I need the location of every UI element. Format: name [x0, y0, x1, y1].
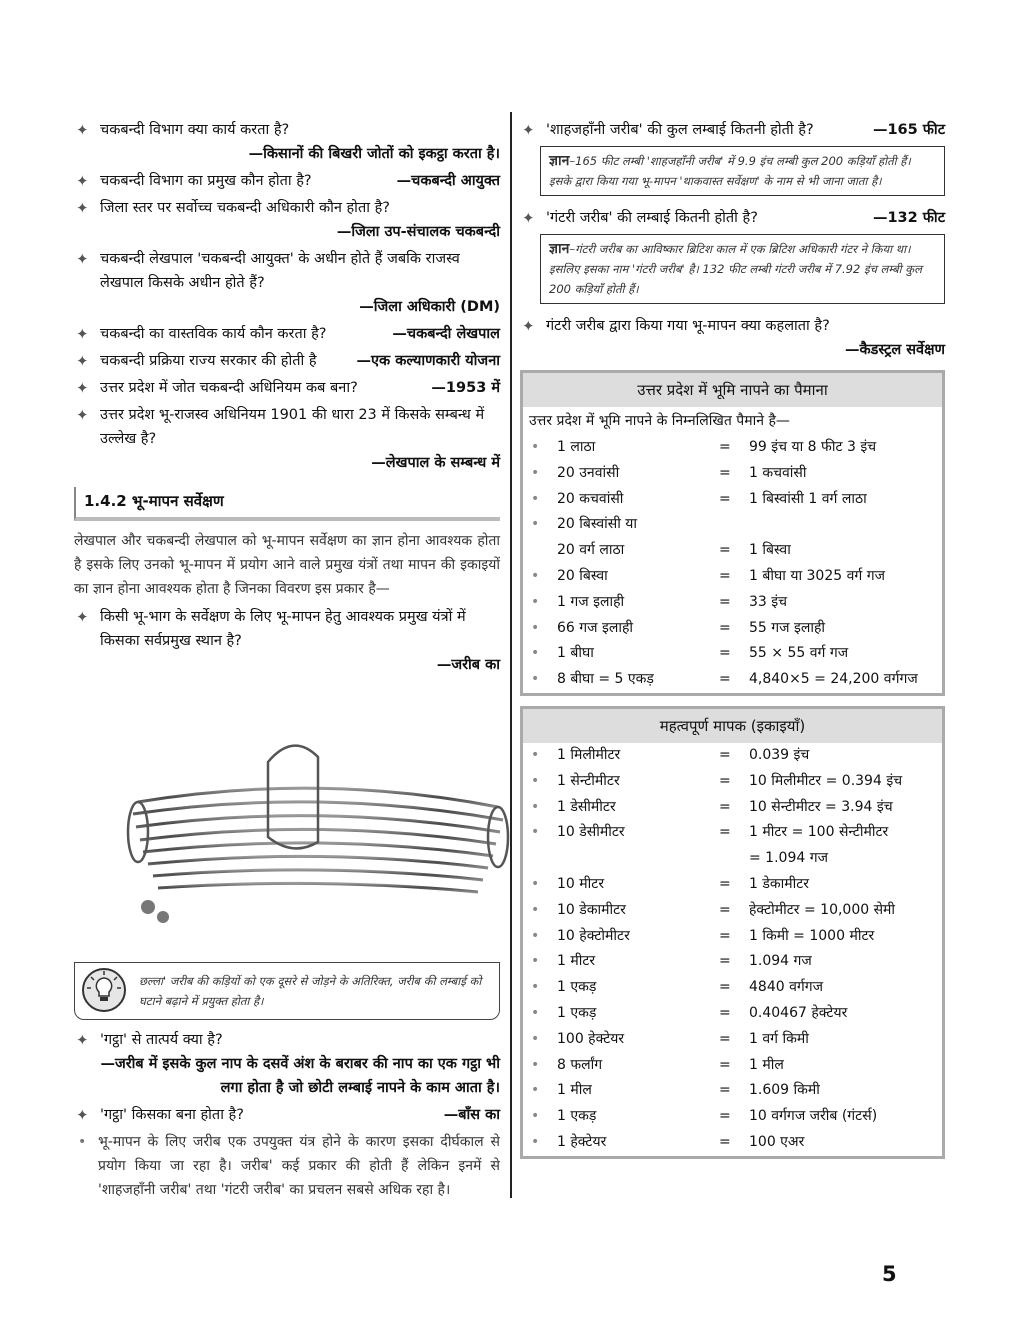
row-bullet: • — [531, 901, 540, 918]
row-right: 10 मिलीमीटर = 0.394 इंच — [749, 772, 903, 789]
row-bullet: • — [531, 798, 540, 815]
qa-item — [74, 403, 500, 475]
qa-question: गंटरी जरीब द्वारा किया गया भू-मापन क्या कहलाता है? — [546, 318, 830, 334]
qa-list-bottom — [74, 1028, 500, 1127]
row-left: 20 उनवांसी — [557, 464, 620, 481]
row-right: 4,840×5 = 24,200 वर्गगज — [749, 671, 918, 688]
diamond-bullet-icon: ✦ — [76, 1031, 89, 1049]
tip-text: छल्ला' जरीब की कड़ियों को एक दूसरे से जोड़ने के अतिरिक्त, जरीब की लम्बाई को घटाने बढ़ाने में प्रयुक्त होता है। — [139, 974, 482, 1008]
row-left: 1 डेसीमीटर — [557, 798, 616, 815]
qa-answer: —कैडस्ट्रल सर्वेक्षण — [845, 342, 945, 358]
table-row — [523, 820, 942, 846]
diamond-bullet-icon: ✦ — [76, 199, 89, 217]
qa-item — [520, 206, 945, 230]
row-equals: = — [719, 1056, 731, 1073]
row-right: 99 इंच या 8 फीट 3 इंच — [749, 439, 877, 455]
row-equals: = — [719, 645, 731, 662]
row-left: 20 बिस्वा — [557, 567, 608, 584]
row-right: 10 सेन्टीमीटर = 3.94 इंच — [749, 798, 893, 815]
row-bullet: • — [531, 953, 540, 970]
diamond-bullet-icon: ✦ — [76, 608, 89, 626]
row-left: 8 फर्लांग — [557, 1056, 603, 1073]
row-bullet: • — [531, 772, 540, 789]
row-left: 1 मिलीमीटर — [557, 746, 621, 763]
row-left: 1 सेन्टीमीटर — [557, 772, 620, 789]
qa-question: 'गट्ठा' से तात्पर्य क्या है? — [100, 1032, 223, 1048]
row-bullet: • — [531, 824, 540, 841]
diamond-bullet-icon: ✦ — [76, 406, 89, 424]
table-row — [523, 667, 942, 693]
section-heading: 1.4.2 भू-मापन सर्वेक्षण — [74, 487, 500, 521]
row-bullet: • — [531, 1056, 540, 1073]
qa-question: किसी भू-भाग के सर्वेक्षण के लिए भू-मापन हेतु आवश्यक प्रमुख यंत्रों में किसका सर्वप्रमुख स्थान है? — [100, 609, 466, 649]
table-row — [523, 461, 942, 487]
qa-answer: —लेखपाल के सम्बन्ध में — [371, 455, 500, 471]
qa-item — [74, 376, 500, 400]
row-left: 1 एकड़ — [557, 1108, 597, 1125]
qa-item — [74, 349, 500, 373]
row-equals: = — [719, 1108, 731, 1125]
row-bullet: • — [531, 593, 540, 610]
qa-item — [74, 247, 500, 319]
row-equals: = — [719, 901, 731, 918]
diamond-bullet-icon: ✦ — [76, 379, 89, 397]
row-right: 1 बीघा या 3025 वर्ग गज — [749, 567, 885, 584]
table-row — [523, 1001, 942, 1027]
row-left: 10 हेक्टोमीटर — [557, 927, 630, 944]
qa-list-right — [520, 118, 945, 362]
row-bullet: • — [531, 927, 540, 944]
qa-question: चकबन्दी लेखपाल 'चकबन्दी आयुक्त' के अधीन होते हैं जबकि राजस्व लेखपाल किसके अधीन होते हैं? — [100, 251, 460, 291]
qa-answer: —जिला उप-संचालक चकबन्दी — [336, 224, 500, 240]
row-left: 1 एकड़ — [557, 1004, 597, 1021]
table-row — [523, 769, 942, 795]
qa-question: 'गट्ठा' किसका बना होता है? — [100, 1107, 244, 1123]
row-bullet: • — [531, 671, 540, 688]
knowledge-label: ज्ञान — [549, 241, 570, 257]
row-right: 1 मील — [749, 1056, 784, 1073]
table-row — [523, 924, 942, 950]
row-equals: = — [719, 979, 731, 996]
units-table-title: महत्वपूर्ण मापक (इकाइयाँ) — [523, 709, 942, 743]
row-bullet: • — [531, 516, 540, 533]
qa-question: चकबन्दी का वास्तविक कार्य कौन करता है? — [100, 326, 327, 342]
row-right: 10 वर्गगज जरीब (गंटर्स) — [749, 1108, 878, 1125]
qa-answer: —1953 में — [431, 380, 500, 396]
table-row — [523, 975, 942, 1001]
intro-paragraph: लेखपाल और चकबन्दी लेखपाल को भू-मापन सर्वेक्षण का ज्ञान होना आवश्यक होता है इसके लिए उनको भू-मापन में प्रयोग आने वाले प्रमुख यंत्रों तथा मापन की इकाइयों का ज्ञान होना आवश्यक होता है जिनका विवरण इस प्रकार है— — [74, 533, 500, 597]
table-row — [523, 1053, 942, 1079]
qa-question: 'शाहजहाँनी जरीब' की कुल लम्बाई कितनी होती है? — [546, 122, 814, 138]
row-right: 33 इंच — [749, 593, 788, 610]
diamond-bullet-icon: ✦ — [522, 317, 535, 335]
qa-question: उत्तर प्रदेश भू-राजस्व अधिनियम 1901 की धारा 23 में किसके सम्बन्ध में उल्लेख है? — [100, 407, 485, 447]
row-bullet: • — [531, 979, 540, 996]
row-equals: = — [719, 671, 731, 688]
table-row — [523, 872, 942, 898]
row-bullet: • — [531, 619, 540, 636]
qa-item — [520, 314, 945, 362]
table-row — [523, 538, 942, 564]
qa-question: 'गंटरी जरीब' की लम्बाई कितनी होती है? — [546, 210, 758, 226]
row-right: 1 डेकामीटर — [749, 875, 810, 892]
table-row — [523, 512, 942, 538]
row-left: 8 बीघा = 5 एकड़ — [557, 671, 654, 688]
row-equals: = — [719, 464, 731, 481]
qa-answer: —जिला अधिकारी (DM) — [359, 299, 500, 315]
row-right: 1 मीटर = 100 सेन्टीमीटर — [749, 824, 889, 841]
qa-answer: —किसानों की बिखरी जोतों को इकट्ठा करता है। — [248, 146, 500, 162]
qa-answer: —जरीब का — [436, 657, 500, 673]
row-left: 1 गज इलाही — [557, 593, 625, 610]
table-row — [523, 743, 942, 769]
qa-question: चकबन्दी विभाग का प्रमुख कौन होता है? — [100, 173, 312, 189]
diamond-bullet-icon: ✦ — [76, 121, 89, 139]
land-measure-table-intro: उत्तर प्रदेश में भूमि नापने के निम्नलिखित पैमाने है— — [529, 413, 790, 429]
qa-question: उत्तर प्रदेश में जोत चकबन्दी अधिनियम कब बना? — [100, 380, 358, 396]
diamond-bullet-icon: ✦ — [76, 1106, 89, 1124]
qa-item — [74, 118, 500, 166]
row-bullet: • — [531, 567, 540, 584]
table-row — [523, 1104, 942, 1130]
qa-answer: —जरीब में इसके कुल नाप के दसवें अंश के बराबर की नाप का एक गट्ठा भी लगा होता है जो छोटी लम्बाई नापने के काम आता है। — [100, 1056, 500, 1096]
table-row — [523, 1078, 942, 1104]
row-bullet: • — [531, 1133, 540, 1150]
table-row — [523, 487, 942, 513]
qa-list-top — [74, 118, 500, 475]
qa-list-mid — [74, 605, 500, 677]
row-equals: = — [719, 798, 731, 815]
row-equals: = — [719, 824, 731, 841]
land-measure-table-title: उत्तर प्रदेश में भूमि नापने का पैमाना — [523, 373, 942, 407]
row-left: 1 मीटर — [557, 953, 596, 970]
table-row — [523, 898, 942, 924]
table-row — [523, 1027, 942, 1053]
qa-answer: —चकबन्दी लेखपाल — [392, 326, 500, 342]
qa-item — [520, 118, 945, 142]
row-left: 1 लाठा — [557, 439, 596, 455]
row-equals: = — [719, 772, 731, 789]
qa-question: चकबन्दी प्रक्रिया राज्य सरकार की होती है — [100, 353, 317, 369]
qa-item — [74, 605, 500, 677]
table-row — [523, 435, 942, 461]
row-right: 1 वर्ग किमी — [749, 1030, 809, 1047]
row-bullet: • — [531, 875, 540, 892]
diamond-bullet-icon: ✦ — [522, 209, 535, 227]
row-left: 10 डेकामीटर — [557, 901, 626, 918]
row-left: 1 बीघा — [557, 645, 594, 662]
row-right: 1 बिस्वा — [749, 542, 791, 559]
row-equals: = — [719, 1004, 731, 1021]
table-row — [523, 846, 942, 872]
row-right: = 1.094 गज — [749, 850, 828, 867]
bullet-dot: • — [78, 1134, 87, 1150]
qa-item — [74, 1028, 500, 1100]
row-left: 1 मील — [557, 1082, 592, 1099]
qa-item — [74, 169, 500, 193]
row-bullet: • — [531, 1108, 540, 1125]
table-row — [523, 590, 942, 616]
knowledge-text: –165 फीट लम्बी 'शाहजहाँनी जरीब' में 9.9 इंच लम्बी कुल 200 कड़ियाँ होती हैं। इसके द्वारा किया गया भू-मापन 'थाकवास्त सर्वेक्षण' के नाम से भी जाना जाता है। — [549, 154, 911, 188]
table-row — [523, 795, 942, 821]
diamond-bullet-icon: ✦ — [76, 325, 89, 343]
units-rows — [523, 743, 942, 1156]
row-right: 55 गज इलाही — [749, 619, 826, 636]
row-bullet: • — [531, 1082, 540, 1099]
row-right: 55 × 55 वर्ग गज — [749, 645, 849, 662]
row-left: 1 हेक्टेयर — [557, 1133, 607, 1150]
lightbulb-icon — [81, 967, 127, 1013]
row-right: 1 किमी = 1000 मीटर — [749, 927, 875, 944]
row-bullet: • — [531, 490, 540, 507]
row-equals: = — [719, 439, 731, 455]
tip-box — [74, 962, 500, 1020]
diamond-bullet-icon: ✦ — [76, 352, 89, 370]
row-equals: = — [719, 1133, 731, 1150]
row-left: 1 एकड़ — [557, 979, 597, 996]
units-table — [520, 706, 945, 1159]
row-right: 0.40467 हेक्टेयर — [749, 1004, 848, 1021]
qa-answer: —बाँस का — [443, 1107, 500, 1123]
row-right: 1.094 गज — [749, 953, 812, 970]
knowledge-box — [540, 234, 945, 304]
row-left: 20 बिस्वांसी या — [557, 516, 638, 533]
jarib-chain-photo — [118, 732, 518, 928]
row-right: 1 कचवांसी — [749, 464, 807, 481]
knowledge-label: ज्ञान — [549, 153, 570, 169]
page-number: 5 — [882, 1262, 897, 1286]
row-left: 10 डेसीमीटर — [557, 824, 625, 841]
row-left: 20 वर्ग लाठा — [557, 542, 625, 559]
table-row — [523, 564, 942, 590]
row-equals: = — [719, 927, 731, 944]
row-equals: = — [719, 953, 731, 970]
right-column — [520, 118, 945, 1169]
left-column — [74, 118, 500, 1202]
row-equals: = — [719, 746, 731, 763]
row-equals: = — [719, 542, 731, 559]
row-equals: = — [719, 593, 731, 610]
knowledge-box — [540, 146, 945, 196]
qa-item — [74, 1103, 500, 1127]
table-row — [523, 641, 942, 667]
qa-answer: —चकबन्दी आयुक्त — [396, 173, 500, 189]
land-measure-table — [520, 370, 945, 696]
row-equals: = — [719, 1082, 731, 1099]
bottom-paragraph-text: भू-मापन के लिए जरीब एक उपयुक्त यंत्र होने के कारण इसका दीर्घकाल से प्रयोग किया जा रहा है। जरीब' कई प्रकार की होती हैं लेकिन इनमें से 'शाहजहाँनी जरीब' तथा 'गंटरी जरीब' का प्रचलन सबसे अधिक रहा है। — [98, 1134, 500, 1198]
column-divider — [510, 112, 512, 1198]
qa-item — [74, 322, 500, 346]
qa-answer: —132 फीट — [872, 210, 945, 226]
row-left: 10 मीटर — [557, 875, 605, 892]
knowledge-text: –गंटरी जरीब का आविष्कार ब्रिटिश काल में एक ब्रिटिश अधिकारी गंटर ने किया था। इसलिए इसका नाम 'गंटरी जरीब' है। 132 फीट लम्बी गंटरी जरीब में 7.92 इंच लम्बी कुल 200 कड़ियाँ होती हैं। — [549, 242, 922, 296]
qa-question: चकबन्दी विभाग क्या कार्य करता है? — [100, 122, 290, 138]
row-right: 100 एअर — [749, 1133, 805, 1150]
row-left: 20 कचवांसी — [557, 490, 624, 507]
diamond-bullet-icon: ✦ — [522, 121, 535, 139]
row-bullet: • — [531, 645, 540, 662]
diamond-bullet-icon: ✦ — [76, 250, 89, 268]
table-row — [523, 1130, 942, 1156]
row-equals: = — [719, 567, 731, 584]
qa-question: जिला स्तर पर सर्वोच्च चकबन्दी अधिकारी कौन होता है? — [100, 200, 390, 216]
row-equals: = — [719, 490, 731, 507]
row-equals: = — [719, 1030, 731, 1047]
row-left: 100 हेक्टेयर — [557, 1030, 625, 1047]
row-bullet: • — [531, 746, 540, 763]
row-left: 66 गज इलाही — [557, 619, 634, 636]
row-right: हेक्टोमीटर = 10,000 सेमी — [749, 901, 896, 918]
row-bullet: • — [531, 1004, 540, 1021]
qa-item — [74, 196, 500, 244]
row-bullet: • — [531, 1030, 540, 1047]
diamond-bullet-icon: ✦ — [76, 172, 89, 190]
row-right: 1.609 किमी — [749, 1082, 820, 1099]
row-equals: = — [719, 875, 731, 892]
row-bullet: • — [531, 439, 540, 455]
row-right: 4840 वर्गगज — [749, 979, 824, 996]
bottom-paragraph — [74, 1130, 500, 1202]
row-right: 0.039 इंच — [749, 746, 810, 763]
qa-answer: —एक कल्याणकारी योजना — [356, 353, 500, 369]
land-measure-rows — [523, 435, 942, 693]
row-equals: = — [719, 619, 731, 636]
qa-answer: —165 फीट — [872, 122, 945, 138]
row-right: 1 बिस्वांसी 1 वर्ग लाठा — [749, 490, 867, 507]
row-bullet: • — [531, 464, 540, 481]
table-row — [523, 949, 942, 975]
table-row — [523, 616, 942, 642]
